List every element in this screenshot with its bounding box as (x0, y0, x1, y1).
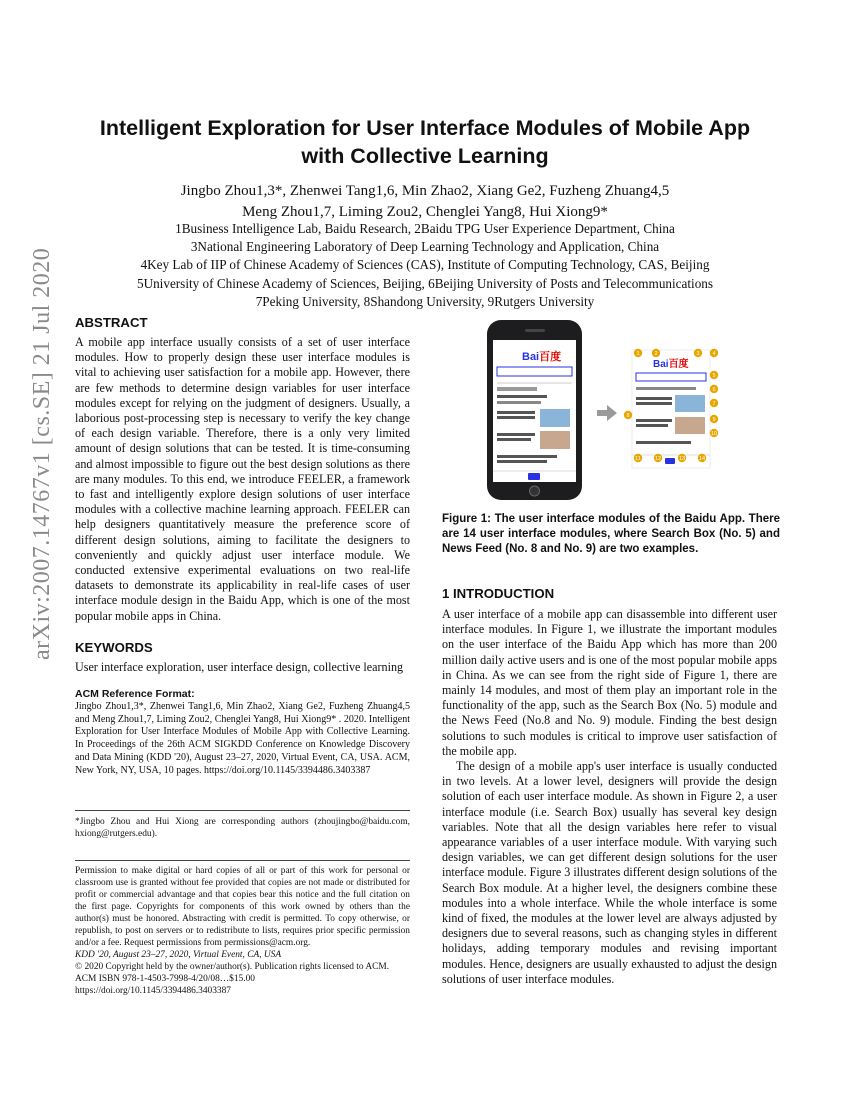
baidu-logo-phone: Bai百度 (522, 351, 562, 363)
arxiv-watermark: arXiv:2007.14767v1 [cs.SE] 21 Jul 2020 (29, 247, 55, 660)
baidu-logo-annotated: Bai百度 (653, 359, 689, 370)
keywords-text: User interface exploration, user interface design, collective learning (75, 660, 404, 674)
divider (75, 860, 410, 861)
module-badge-label: 14 (698, 456, 706, 463)
annotated-interface (632, 350, 710, 468)
keywords-heading: KEYWORDS (75, 640, 153, 655)
module-badge-label: 2 (654, 351, 658, 358)
abstract-heading: ABSTRACT (75, 315, 148, 330)
divider (75, 810, 410, 811)
acm-reference-heading: ACM Reference Format: (75, 688, 195, 700)
abstract-text: A mobile app interface usually consists of a set of user interface modules. How to properly design these user interface modules is vital to achieving user satisfaction for a mobile app. However, there are few methods to determine design variables for user interface modules except for relying on the judgment of designers. Usually, a laborious post-processing step is necessary to verify the key change of each design variable. Therefore, there is a only very limited amount of design solutions that can be tested. It is time-consuming and almost impossible to figure out the best design solutions as there are many modules. To this end, we introduce FEELER, a framework to fast and intelligently explore design solutions of user interface modules with a collective machine learning approach. FEELER can help designers quantitatively measure the preference score of different design solutions, aiming to facilitate the designers to conveniently and quickly adjust user interface module. We conducted extensive experimental evaluations on two real-life datasets to demonstrate its applicability in real-life cases of user interface module design in the Baidu App, which is one of the most popular mobile apps in China. (75, 335, 410, 623)
affiliation-line: 4Key Lab of IIP of Chinese Academy of Sciences (CAS), Institute of Computing Technology, CAS, Beijing (140, 257, 710, 273)
news-thumbnail (540, 431, 570, 449)
module-badge-label: 11 (635, 456, 641, 463)
affiliation-line: 5University of Chinese Academy of Sciences, Beijing, 6Beijing University of Posts and Telecommunications (136, 275, 714, 291)
author-list (60, 181, 790, 223)
news-thumbnail (540, 409, 570, 427)
acm-reference-text: Jingbo Zhou1,3*, Zhenwei Tang1,6, Min Zhao2, Xiang Ge2, Fuzheng Zhuang4,5 and Meng Zhou1,7, Liming Zou2, Chenglei Yang8, Hui Xiong9* . 2020. Intelligent Exploration for User Interface Modules of Mobile App with Collective Learning. In Proceedings of the 26th ACM SIGKDD Conference on Knowledge Discovery and Data Mining (KDD '20), August 23–27, 2020, Virtual Event, CA, USA. ACM, New York, NY, USA, 10 pages. https://doi.org/10.1145/3394486.3403387 (75, 700, 410, 776)
module-badge-label: 3 (696, 351, 700, 358)
footnote: *Jingbo Zhou and Hui Xiong are corresponding authors (zhoujingbo@baidu.com, hxiong@rutgers.edu). (75, 817, 410, 839)
affiliation-line: 1Business Intelligence Lab, Baidu Research, 2Baidu TPG User Experience Department, China (175, 221, 675, 236)
affiliation-line: 3National Engineering Laboratory of Deep Learning Technology and Application, China (190, 239, 660, 255)
search-box-phone (497, 367, 572, 376)
figure-caption: Figure 1: The user interface modules of the Baidu App. There are 14 user interface modules, where Search Box (No. 5) and News Feed (No. 8 and No. 9) are two examples. (442, 513, 780, 555)
intro-paragraph-1: A user interface of a mobile app can disassemble into different user interface modules. In Figure 1, we illustrate the important modules on the user interface of the Baidu App which has more than 200 million daily active users and is one of the most popular mobile apps in China. As we can see from the right side of Figure 1, there are mainly 14 modules, and most of them play an important role in the functionality of the app, such as the Search Box (No. 5) module and the News Feed (No.8 and No. 9) module. Finding the best design solutions to such modules is critical to improve user satisfaction of the mobile app. (442, 607, 777, 758)
introduction-heading: 1 INTRODUCTION (442, 586, 555, 601)
affiliations (60, 220, 790, 311)
permission-block: Permission to make digital or hard copies of all or part of this work for personal or classroom use is granted without fee provided that copies are not made or distributed for profit or commercial advantage and that copies bear this notice and the full citation on the first page. Copyrights for components of this work owned by others than the author(s) must be honored. Abstracting with credit is permitted. To copy otherwise, or republish, to post on servers or to redistribute to lists, requires prior specific permission and/or a fee. Request permissions from permissions@acm.org. KDD '20, August 23–27, 2020, Virtual Event, CA, USA © 2020 Copyright held by the owner/author(s). Publication rights licensed to ACM. ACM ISBN 978-1-4503-7998-4/20/08…$15.00 https://doi.org/10.1145/3394486.3403387 (75, 866, 410, 996)
search-box-annotated (636, 373, 706, 381)
module-badge-label: 9 (712, 417, 716, 424)
phone-illustration (487, 320, 582, 500)
paper-title: Intelligent Exploration for User Interface Modules of Mobile App with Collective Learning (99, 116, 751, 168)
module-badge-label: 8 (626, 413, 630, 420)
module-badge-label: 5 (712, 373, 716, 380)
affiliation-line: 7Peking University, 8Shandong University, 9Rutgers University (255, 293, 595, 309)
introduction-text (442, 607, 777, 987)
module-badge-label: 6 (712, 387, 716, 394)
module-badge-label: 7 (712, 401, 716, 408)
speaker-icon (525, 329, 545, 332)
module-badge-label: 12 (654, 456, 662, 463)
tab-bar-center-icon (528, 473, 540, 480)
figure-1 (442, 315, 780, 505)
arrow-right-icon (597, 405, 617, 421)
authors-line-2: Meng Zhou1,7, Liming Zou2, Chenglei Yang8, Hui Xiong9* (242, 204, 608, 220)
acm-reference (75, 688, 410, 778)
module-badge-label: 10 (710, 431, 718, 438)
module-badge-label: 13 (678, 456, 686, 463)
home-button (530, 486, 540, 496)
intro-paragraph-2: The design of a mobile app's user interface is usually conducted in two levels. At a lower level, designers will provide the design solution of each user interface module. As shown in Figure 2, a user interface module (i.e. Search Box) usually has several key design variables. Note that all the design variables here refer to visual appearance variables of a user interface module. With varying such design variables, we can get different design solutions for the user interface module. Figure 3 illustrates different design solutions of the Search Box module. At a higher level, the designers combine these modules into a whole interface. While the whole interface is some kind of fixed, the modules at the lower level are always adjusted by designers due to several reasons, such as changing styles in different holidays, adding temporary modules and revising important modules. Hence, designers are usually exhausted to adjust the design solutions of user interface modules. (442, 759, 777, 986)
module-badge-label: 1 (636, 351, 640, 358)
authors-line-1: Jingbo Zhou1,3*, Zhenwei Tang1,6, Min Zhao2, Xiang Ge2, Fuzheng Zhuang4,5 (180, 183, 670, 199)
module-badge-label: 4 (712, 351, 716, 358)
